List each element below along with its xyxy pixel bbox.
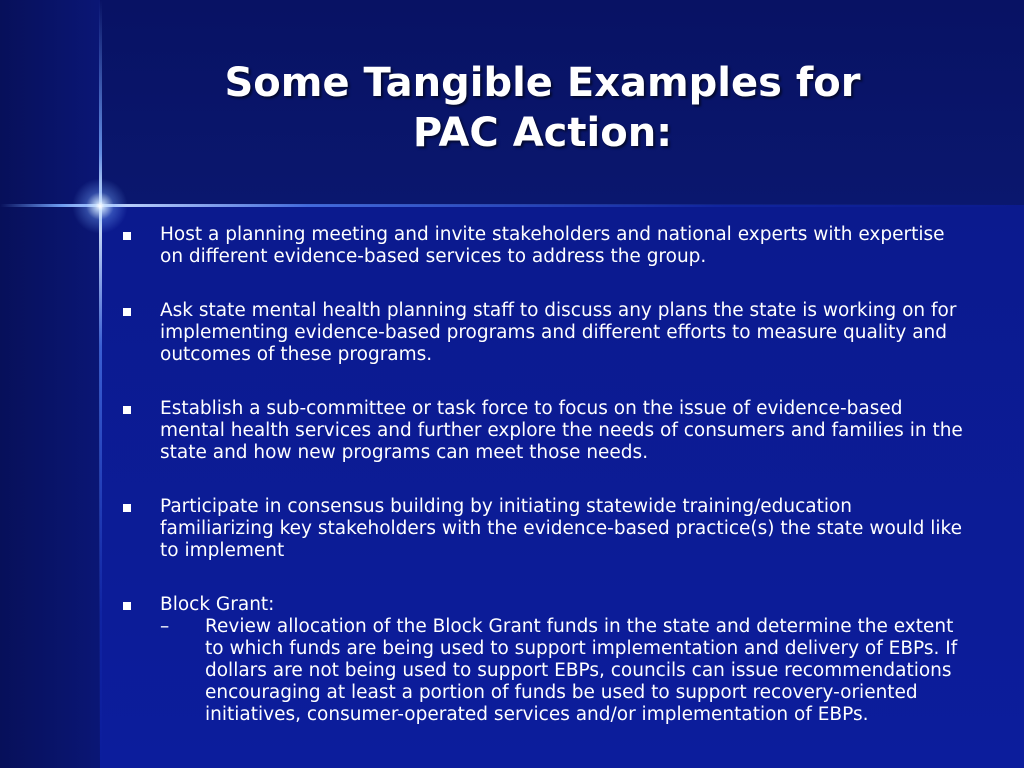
bullet-text: Block Grant: — [160, 594, 275, 615]
bullet-text: Participate in consensus building by initiating statewide training/education familiarizing key stakeholders with the evidence-based practice(s) the state would like to implement — [160, 496, 962, 561]
bullet-item — [118, 496, 968, 562]
bullet-text: Establish a sub-committee or task force to focus on the issue of evidence-based mental health services and further explore the needs of consumers and families in the state and how new programs can meet those needs. — [160, 398, 963, 463]
square-bullet-icon — [123, 406, 131, 414]
title-line-1: Some Tangible Examples for — [224, 60, 861, 106]
left-band — [0, 0, 100, 768]
square-bullet-icon — [123, 602, 131, 610]
bullet-list — [118, 224, 968, 726]
horizontal-accent-line — [0, 204, 1024, 207]
bullet-item — [118, 224, 968, 268]
slide-title — [100, 58, 985, 158]
bullet-text: Host a planning meeting and invite stakeholders and national experts with expertise on different evidence-based services to address the group. — [160, 224, 945, 267]
bullet-item — [118, 594, 968, 726]
sub-bullet-item — [160, 616, 968, 726]
dash-bullet-icon: – — [160, 616, 170, 637]
square-bullet-icon — [123, 232, 131, 240]
square-bullet-icon — [123, 504, 131, 512]
bullet-item — [118, 398, 968, 464]
title-line-2: PAC Action: — [412, 110, 673, 156]
bullet-item — [118, 300, 968, 366]
sub-bullet-text: Review allocation of the Block Grant funds in the state and determine the extent to which funds are being used to support implementation and delivery of EBPs. If dollars are not being used to support EBPs, councils can issue recommendations encouraging at least a portion of funds be used to support recovery-oriented initiatives, consumer-operated services and/or implementation of EBPs. — [205, 616, 958, 725]
bullet-text: Ask state mental health planning staff to discuss any plans the state is working on for implementing evidence-based programs and different efforts to measure quality and outcomes of these programs. — [160, 300, 957, 365]
square-bullet-icon — [123, 308, 131, 316]
